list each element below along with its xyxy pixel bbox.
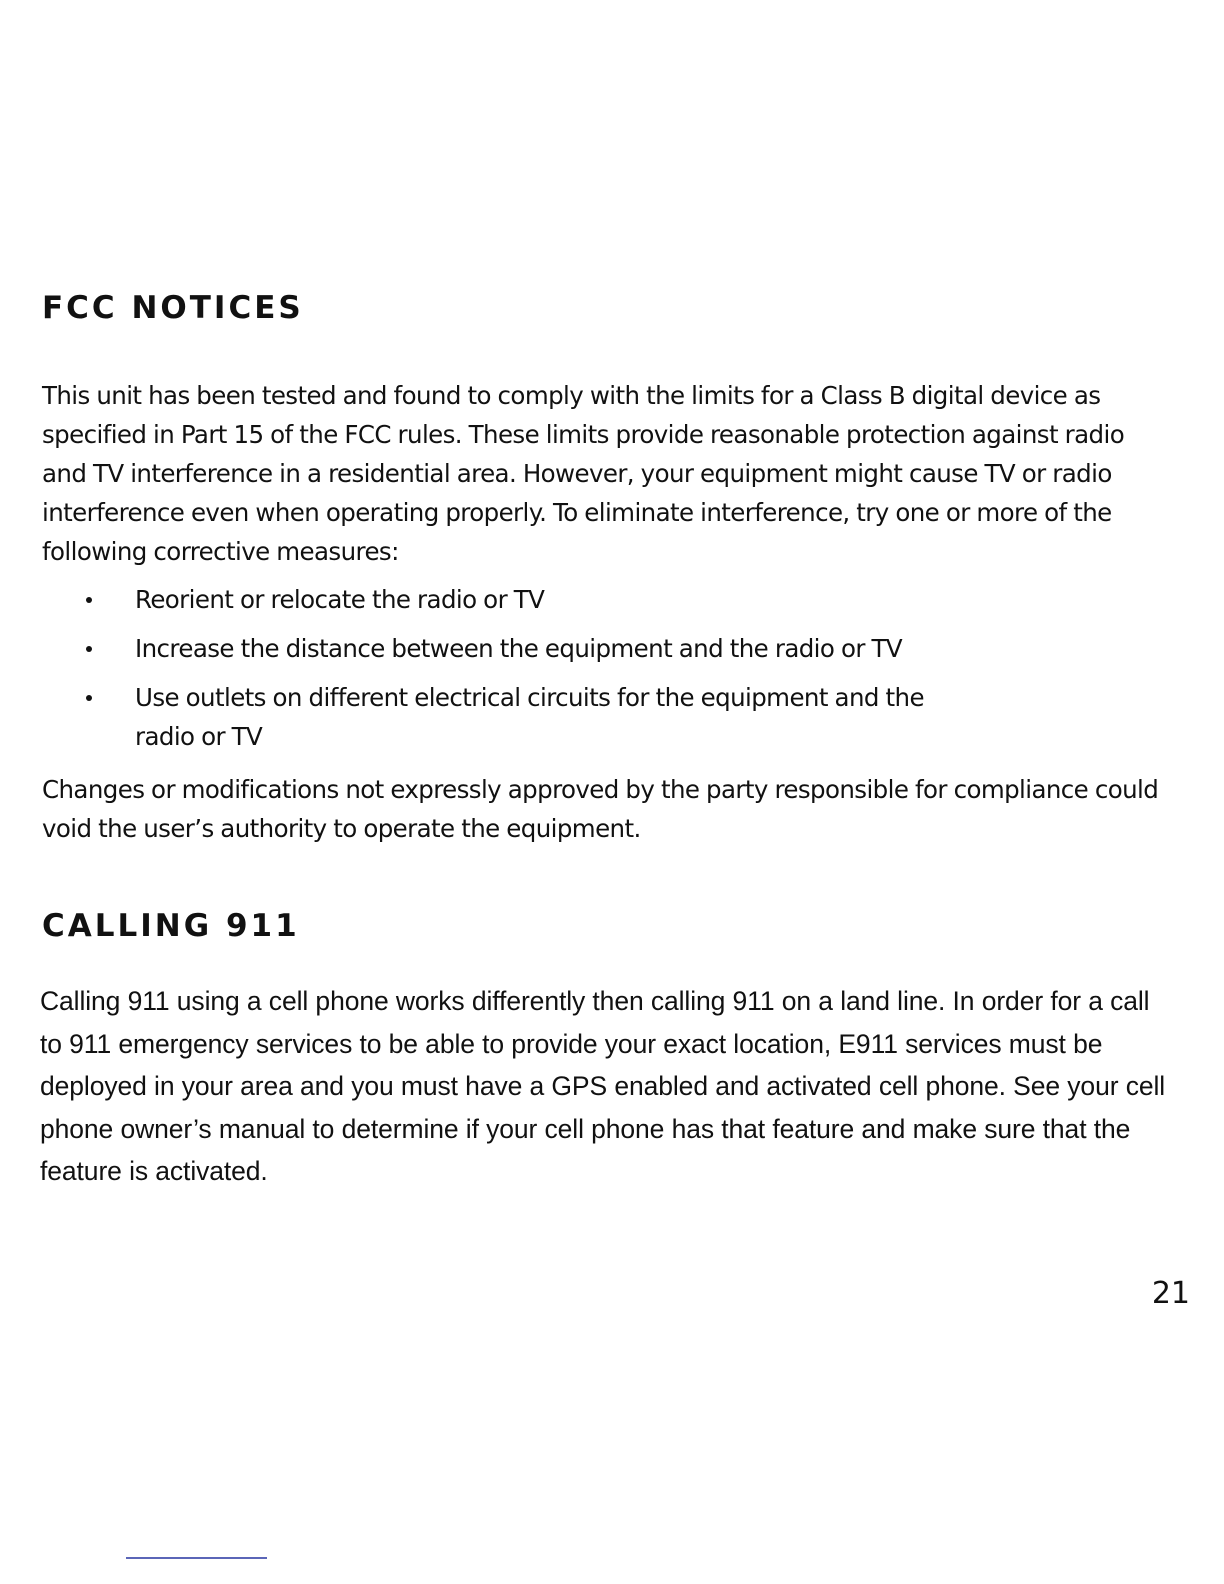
bullet-icon [86,646,92,652]
calling-911-paragraph: Calling 911 using a cell phone works differently then calling 911 on a land line. In order for a call to 911 emergency services to be able to provide your exact location, E911 services must be deployed in your area and you must have a GPS enabled and activated cell phone. See your cell phone owner’s manual to determine if your cell phone has that feature and make sure that the feature is activated. [40,986,1166,1186]
calling-911-heading: CALLING 911 [42,908,300,944]
corrective-measures-list [0,580,1224,766]
fcc-notices-heading: FCC NOTICES [42,290,304,326]
list-item-text: Increase the distance between the equipment and the radio or TV [135,634,903,663]
list-item [0,678,1224,756]
fcc-changes-paragraph: Changes or modifications not expressly approved by the party responsible for compliance could void the user’s authority to operate the equipment. [42,775,1159,843]
fcc-intro-paragraph: This unit has been tested and found to comply with the limits for a Class B digital device as specified in Part 15 of the FCC rules. These limits provide reasonable protection against radio and TV interference in a residential area. However, your equipment might cause TV or radio interference even when operating properly. To eliminate interference, try one or more of the following corrective measures: [42,381,1125,566]
bottom-divider [126,1557,267,1559]
bullet-icon [86,695,92,701]
bullet-icon [86,597,92,603]
list-item [0,629,1224,668]
list-item [0,580,1224,619]
list-item-text: Use outlets on different electrical circuits for the equipment and the radio or TV [135,683,924,751]
page-number: 21 [1151,1276,1190,1311]
list-item-text: Reorient or relocate the radio or TV [135,585,545,614]
